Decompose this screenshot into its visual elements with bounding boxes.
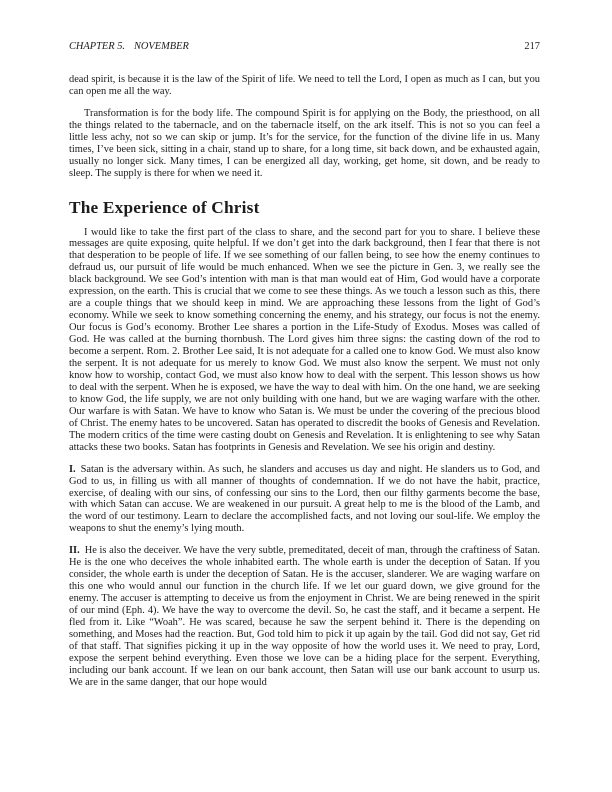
page-body (69, 74, 540, 689)
roman-numeral-two-marker: II. (69, 545, 80, 557)
paragraph-transformation: Transformation is for the body life. The compound Spirit is for applying on the Body, the priesthood, on all the things related to the tabernacle, and on the tabernacle itself, on the ark itself. This is not so you can feel a little less achy, not so we can skip or jump. It’s for the service, for the function of the divine life in us. Many times, I’ve been sick, sitting in a chair, stand up to share, for a long time, sit back down, and be exhausted again, usually no longer sick. Many times, I can be energized all day, working, get home, sit down, and be ready to sleep. The supply is there for when we need it. (69, 107, 540, 179)
section-title: The Experience of Christ (69, 197, 260, 217)
paragraph-point-one (69, 464, 540, 536)
running-head-chapter (69, 41, 189, 53)
paragraph-intro-share: I would like to take the first part of the class to share, and the second part for you to share. I believe these messages are quite exposing, quite helpful. If we don’t get into the dark background, then I fear that there is not that desperation to be people of life. If we see something of our fallen being, to see how the enemy continues to defraud us, our pursuit of life would be much enhanced. When we see the picture in Gen. 3, we really see the black background. We see God’s intention with man is that man would eat of Him, God would have a corporate expression, on the earth. This is crucial that we come to see these things. As we touch a lesson such as this, there are a couple things that we should keep in mind. We are approaching these lessons from the light of God’s economy. While we seek to know something concerning the enemy, and his strategy, our focus is not the enemy. Our focus is God’s economy. Brother Lee shares a portion in the Life-Study of Exodus. Moses was called of God. He was called at the burning thornbush. The Lord gives him three signs: the casting down of the rod to become a serpent. Rom. 2. Brother Lee said, It is not adequate for a called one to know God. We must also know the serpent. It is not adequate for us merely to know God. We must also know the serpent. We must not only know how to worship, contact God, we must also know how to deal with the serpent. This lesson shows us how to deal with the serpent. When he is exposed, we have the way to deal with him. On the one hand, we are seeking to know God, the life supply, we are not only building with one hand, but we are waging warfare with the other. Our warfare is with Satan. We have to know who Satan is. We must be under the covering of the precious blood of Christ. The enemy hates to be uncovered. Satan has operated to discredit the books of Genesis and Revelation. The modern critics of the time were casting doubt on Genesis and Revelation. It is enlightening to see why Satan attacks these two books. Satan has footprints in Genesis and Revelation. We see his origin and destiny. (69, 226, 540, 453)
chapter-label: CHAPTER 5. (69, 41, 125, 52)
roman-numeral-one-marker: I. (69, 463, 76, 475)
paragraph-point-two (69, 545, 540, 688)
paragraph-continuation: dead spirit, is because it is the law of the Spirit of life. We need to tell the Lord, I open as much as I can, but you can open me all the way. (69, 74, 540, 97)
paragraph-point-two-text: He is also the deceiver. We have the very subtle, premeditated, deceit of man, through the craftiness of Satan. He is the one who deceives the whole inhabited earth. The whole earth is under the deception of Satan. If you consider, the whole earth is under the deception of Satan. He is the accuser, slanderer. We are waging warfare on this one who would annul our function in the church life. If we let our guard down, we give ground for the enemy. The accuser is attempting to deceive us from the enjoyment in Christ. We are being renewed in the spirit of our mind (Eph. 4). We have the way to overcome the devil. So, he cast the staff, and it became a serpent. He fled from it. Like “Woah”. He was scared, because he saw the serpent behind it. There is the depending on something, and Moses had the reaction. But, God told him to pick it up again by the tail. God did not say, Get rid of that staff. That signifies picking it up in the way opposite of how the world uses it. We need to pray, Lord, expose the serpent behind everything. Even those we love can be a hiding place for the serpent. Everything, including our bank account. If we lean on our bank account, then Satan will use our bank account to usurp us. We are in the same danger, that our hope would (69, 545, 540, 688)
paragraph-point-one-text: Satan is the adversary within. As such, he slanders and accuses us day and night. He slanders us to God, and God to us, in filling us with all manner of thoughts of condemnation. If we do not have the habit, practice, exercise, of dealing with our sins, of confessing our sins to the Lord, then our filthy garments become the base, with which Satan can accuse. We are weakened in our pursuit. A great help to me is the blood of the Lamb, and the word of our testimony. Learn to declare the accomplished facts, and not loving our soul-life. We employ the weapons to shut the enemy’s lying mouth. (69, 463, 540, 535)
running-head (69, 41, 540, 53)
chapter-title: NOVEMBER (134, 41, 189, 52)
page-number: 217 (524, 41, 540, 52)
